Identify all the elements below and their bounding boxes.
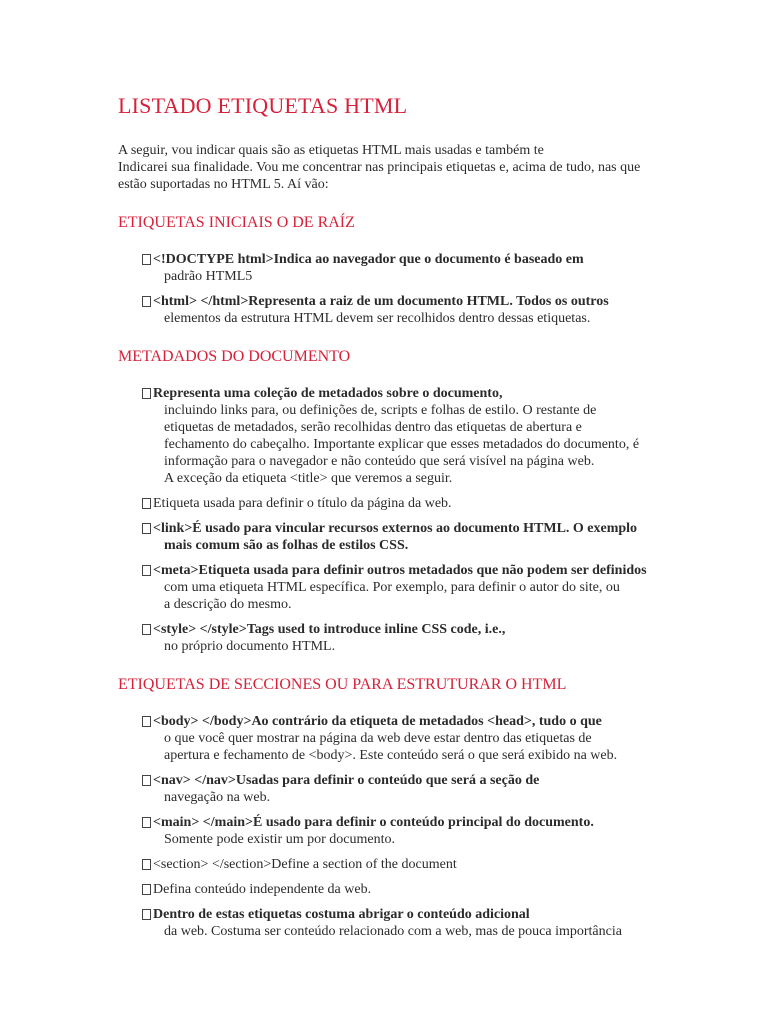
document-page bbox=[118, 92, 678, 960]
item-continuation-line: etiquetas de metadados, serão recolhidas dentro das etiquetas de abertura e bbox=[164, 420, 582, 435]
item-first-line: Dentro de estas etiquetas costuma abrigar o conteúdo adicional bbox=[153, 907, 530, 922]
item-continuation-line: mais comum são as folhas de estilos CSS. bbox=[164, 538, 409, 553]
checkbox-bullet-icon bbox=[142, 296, 151, 307]
item-first-line: <meta>Etiqueta usada para definir outros metadados que não podem ser definidos bbox=[153, 563, 647, 578]
list-item bbox=[118, 814, 678, 848]
checkbox-bullet-icon bbox=[142, 254, 151, 265]
checkbox-bullet-icon bbox=[142, 817, 151, 828]
list-item bbox=[118, 562, 678, 613]
item-first-line: <link>É usado para vincular recursos externos ao documento HTML. O exemplo bbox=[153, 521, 638, 536]
checkbox-bullet-icon bbox=[142, 624, 151, 635]
checkbox-bullet-icon bbox=[142, 909, 151, 920]
checkbox-bullet-icon bbox=[142, 884, 151, 895]
list-item bbox=[118, 251, 678, 285]
item-continuation-line: Somente pode existir um por documento. bbox=[164, 832, 395, 847]
list-item bbox=[118, 713, 678, 764]
item-continuation-line: o que você quer mostrar na página da web deve estar dentro das etiquetas de bbox=[164, 731, 592, 746]
item-continuation-line: incluindo links para, ou definições de, scripts e folhas de estilo. O restante de bbox=[164, 403, 597, 418]
list-item bbox=[118, 881, 678, 898]
item-continuation-line: fechamento do cabeçalho. Importante explicar que esses metadados do documento, é bbox=[164, 437, 640, 452]
item-first-line: Representa uma coleção de metadados sobre o documento, bbox=[153, 386, 503, 401]
item-continuation-line: informação para o navegador e não conteúdo que será visível na página web. bbox=[164, 454, 595, 469]
intro-line: A seguir, vou indicar quais são as etiquetas HTML mais usadas e também te bbox=[118, 143, 544, 158]
item-continuation-line: com uma etiqueta HTML específica. Por exemplo, para definir o autor do site, ou bbox=[164, 580, 620, 595]
checkbox-bullet-icon bbox=[142, 859, 151, 870]
list-item bbox=[118, 856, 678, 873]
intro-line: Indicarei sua finalidade. Vou me concentrar nas principais etiquetas e, acima de tudo, nas que bbox=[118, 160, 641, 175]
list-item bbox=[118, 385, 678, 487]
list-item bbox=[118, 495, 678, 512]
item-continuation-line: no próprio documento HTML. bbox=[164, 639, 336, 654]
item-continuation-line: a descrição do mesmo. bbox=[164, 597, 292, 612]
checkbox-bullet-icon bbox=[142, 775, 151, 786]
sections-container bbox=[118, 213, 678, 940]
tag-list bbox=[118, 385, 678, 655]
checkbox-bullet-icon bbox=[142, 523, 151, 534]
item-first-line: <html> </html>Representa a raiz de um documento HTML. Todos os outros bbox=[153, 294, 609, 309]
item-continuation-line: elementos da estrutura HTML devem ser recolhidos dentro dessas etiquetas. bbox=[164, 311, 591, 326]
item-continuation-line: A exceção da etiqueta <title> que veremos a seguir. bbox=[164, 471, 453, 486]
item-continuation-line: padrão HTML5 bbox=[164, 269, 253, 284]
section-heading: ETIQUETAS DE SECCIONES OU PARA ESTRUTURAR O HTML bbox=[118, 676, 567, 693]
item-continuation-line: apertura e fechamento de <body>. Este conteúdo será o que será exibido na web. bbox=[164, 748, 618, 763]
item-first-line: <section> </section>Define a section of the document bbox=[153, 857, 457, 872]
item-first-line: <body> </body>Ao contrário da etiqueta de metadados <head>, tudo o que bbox=[153, 714, 602, 729]
list-item bbox=[118, 520, 678, 554]
list-item bbox=[118, 772, 678, 806]
item-first-line: <style> </style>Tags used to introduce inline CSS code, i.e., bbox=[153, 622, 506, 637]
intro-line: estão suportadas no HTML 5. Aí vão: bbox=[118, 177, 329, 192]
tag-list bbox=[118, 251, 678, 327]
list-item bbox=[118, 906, 678, 940]
list-item bbox=[118, 293, 678, 327]
checkbox-bullet-icon bbox=[142, 388, 151, 399]
item-continuation-line: da web. Costuma ser conteúdo relacionado com a web, mas de pouca importância bbox=[164, 924, 622, 939]
list-item bbox=[118, 621, 678, 655]
checkbox-bullet-icon bbox=[142, 716, 151, 727]
item-continuation-line: navegação na web. bbox=[164, 790, 271, 805]
document-title: LISTADO ETIQUETAS HTML bbox=[118, 93, 408, 118]
checkbox-bullet-icon bbox=[142, 565, 151, 576]
checkbox-bullet-icon bbox=[142, 498, 151, 509]
tag-list bbox=[118, 713, 678, 940]
item-first-line: Etiqueta usada para definir o título da página da web. bbox=[153, 496, 452, 511]
section-heading: ETIQUETAS INICIAIS O DE RAÍZ bbox=[118, 214, 355, 231]
item-first-line: <main> </main>É usado para definir o conteúdo principal do documento. bbox=[153, 815, 594, 830]
item-first-line: Defina conteúdo independente da web. bbox=[153, 882, 372, 897]
item-first-line: <!DOCTYPE html>Indica ao navegador que o documento é baseado em bbox=[153, 252, 584, 267]
section-heading: METADADOS DO DOCUMENTO bbox=[118, 348, 351, 365]
item-first-line: <nav> </nav>Usadas para definir o conteúdo que será a seção de bbox=[153, 773, 540, 788]
intro-paragraph bbox=[118, 142, 678, 193]
